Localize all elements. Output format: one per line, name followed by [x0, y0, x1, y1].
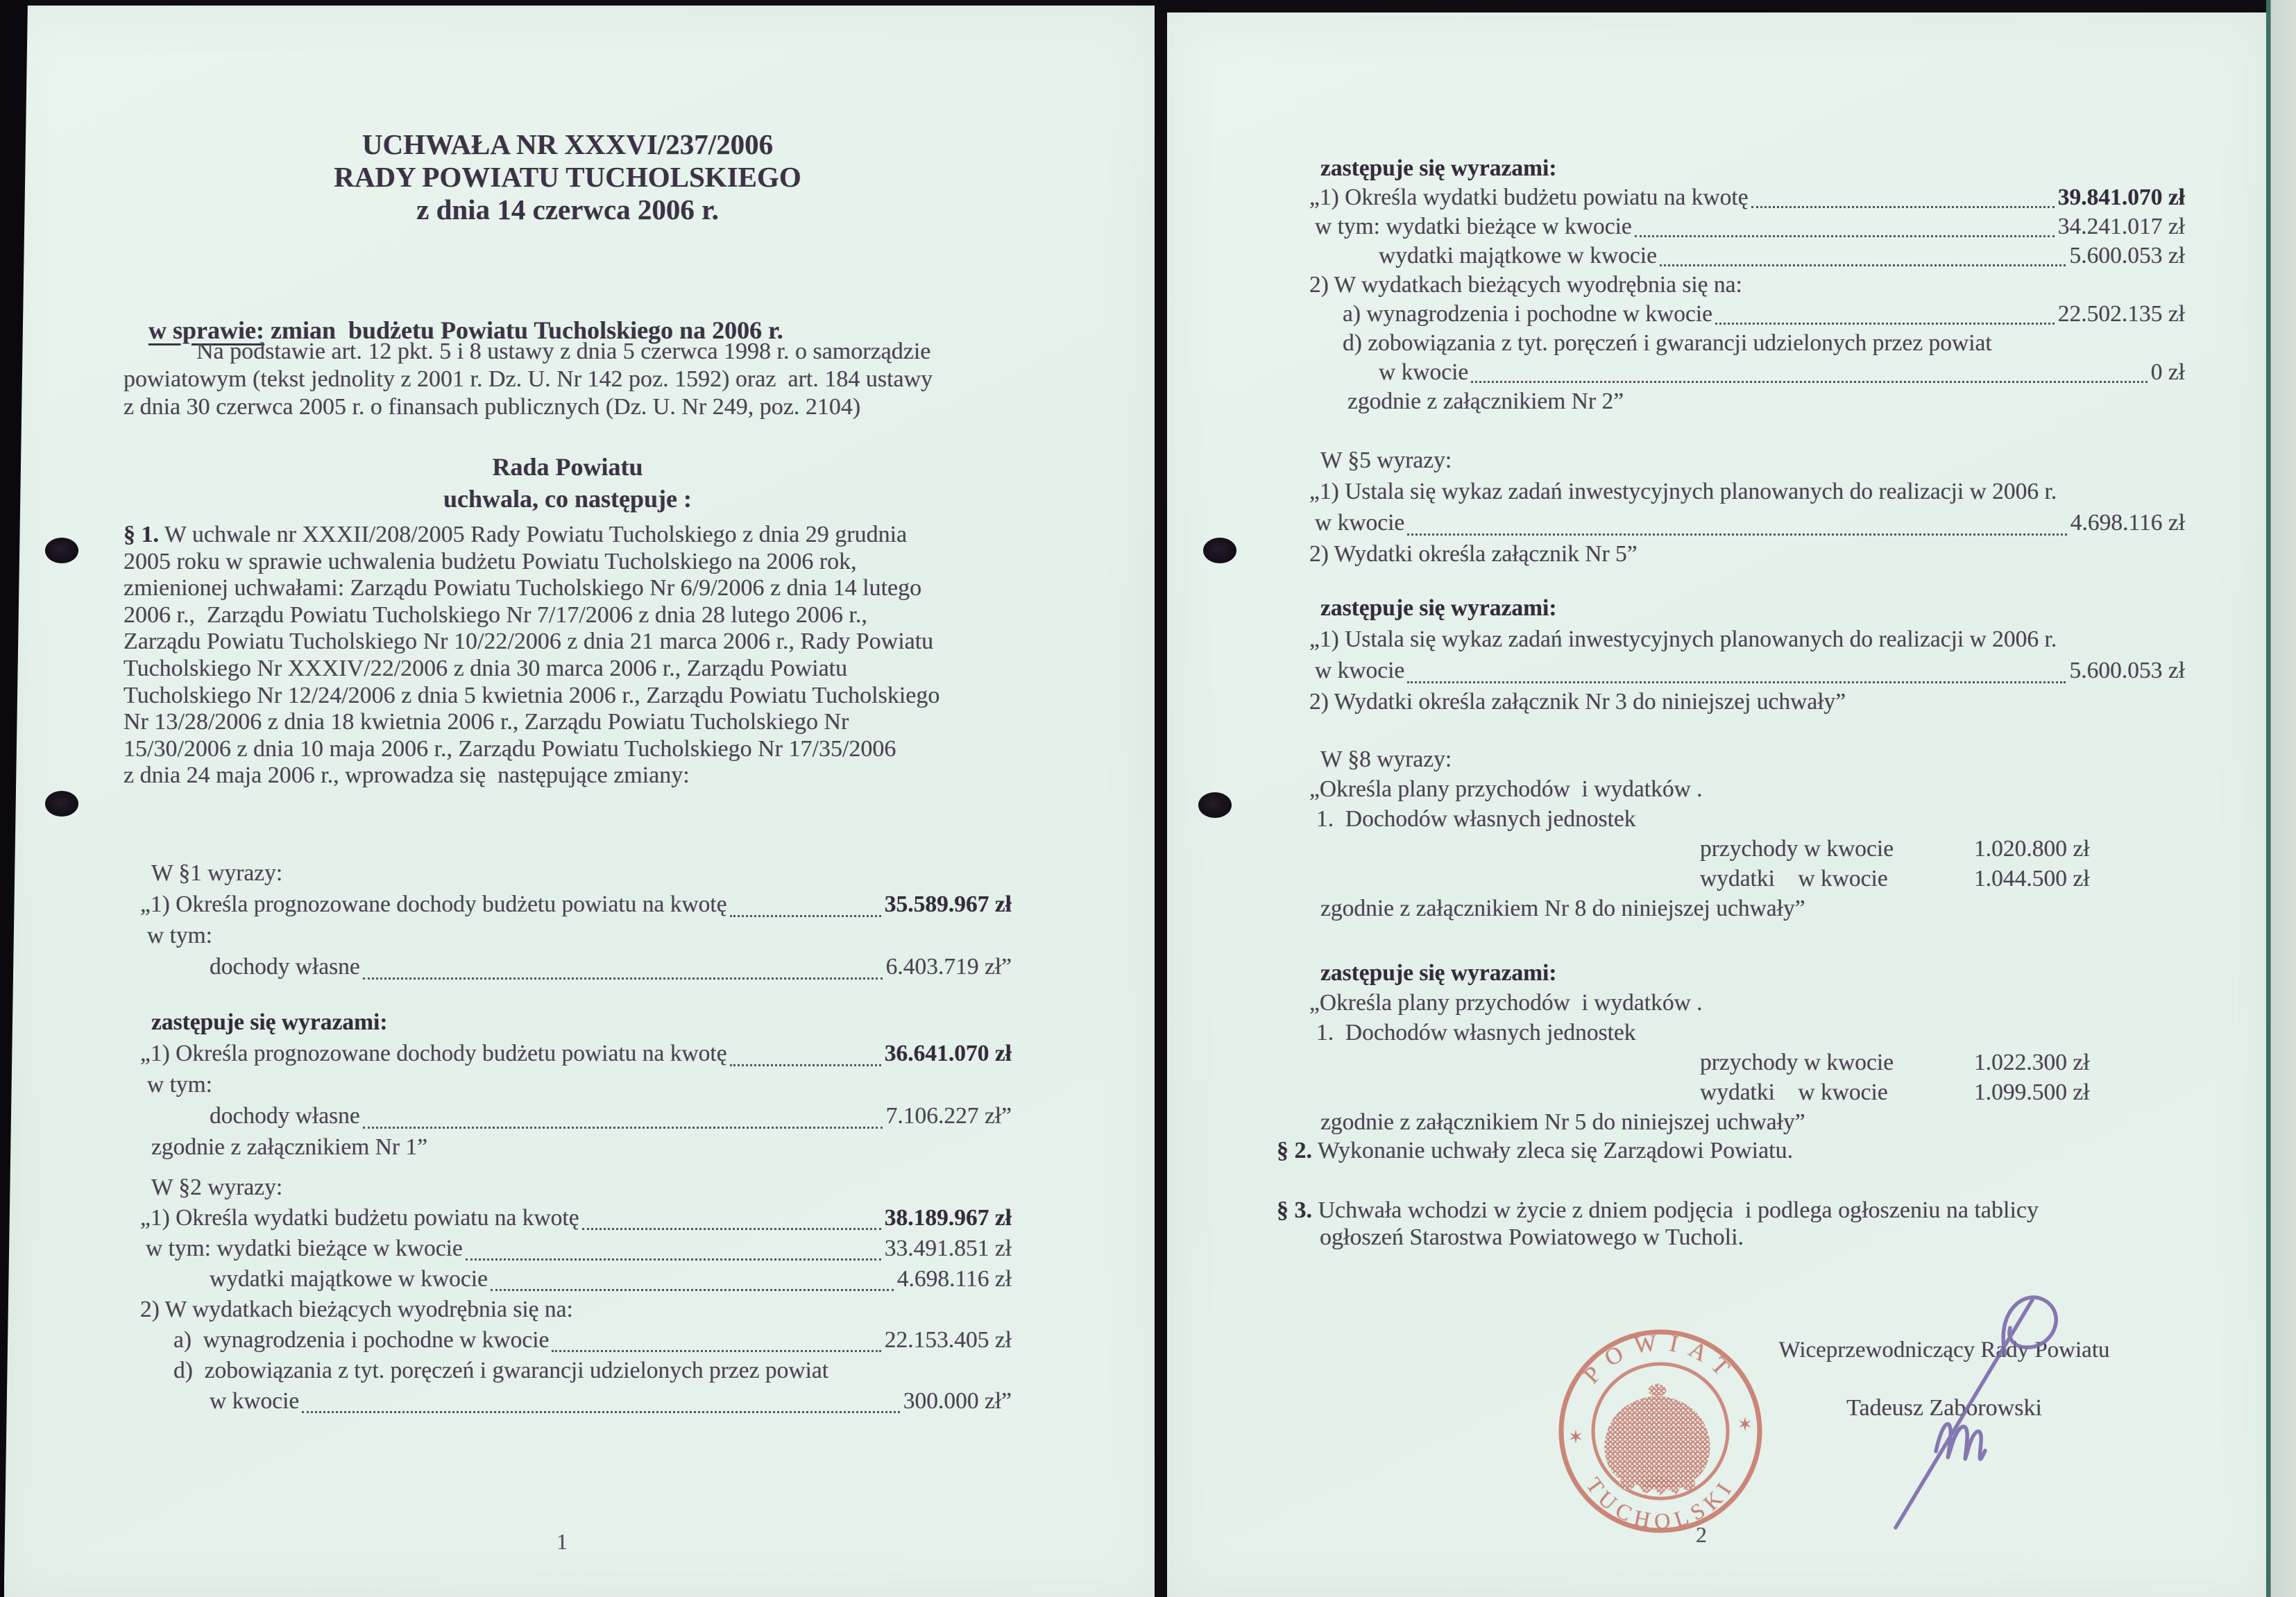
document-line: [1309, 896, 2185, 925]
section-marker: § 1.: [124, 522, 159, 547]
line-text: zastępuje się wyrazami:: [1320, 155, 1557, 181]
document-line: [1309, 447, 2185, 479]
document-line: uchwala, co następuje :: [443, 485, 692, 513]
hole-punch-mark: [45, 538, 78, 563]
two-column-amount-row: [1309, 1050, 2185, 1079]
document-line: 15/30/2006 z dnia 10 maja 2006 r., Zarządu Powiatu Tucholskiego Nr 17/35/2006: [124, 735, 896, 762]
stamp-eagle-emblem: [1604, 1383, 1710, 1496]
dotted-leader: [730, 914, 881, 917]
amount-value: 39.841.070 zł: [2057, 185, 2185, 210]
hole-punch-mark: [45, 791, 78, 817]
line-text: zgodnie z załącznikiem Nr 5 do niniejszej uchwały”: [1320, 1109, 1805, 1135]
resolution-heading: [124, 451, 1012, 515]
dotted-leader: [1635, 234, 2055, 237]
line-text: 2) W wydatkach bieżących wyodrębnia się na:: [1309, 272, 1742, 298]
signature-ink-stroke: [1832, 1270, 2082, 1540]
document-line: [1309, 359, 2185, 388]
document-line: [1309, 990, 2185, 1020]
amount-value: 1.020.800 zł: [1974, 836, 2090, 862]
amount-label: przychody w kwocie: [1700, 836, 1894, 862]
document-line: [1309, 806, 2185, 836]
line-text: „1) Określa wydatki budżetu powiatu na kwotę: [140, 1205, 579, 1231]
page-2: [1167, 12, 2266, 1597]
amount-value: 22.153.405 zł: [884, 1327, 1012, 1353]
page-number: 2: [1696, 1522, 1707, 1547]
section-marker: § 3.: [1277, 1197, 1312, 1223]
document-line: zmienionej uchwałami: Zarządu Powiatu Tucholskiego Nr 6/9/2006 z dnia 14 lutego: [124, 575, 922, 601]
document-line: [1309, 479, 2185, 510]
line-text: w kwocie: [210, 1388, 300, 1414]
amount-value: 0 zł: [2150, 359, 2185, 385]
line-text: „1) Określa wydatki budżetu powiatu na kwotę: [1309, 185, 1749, 210]
document-line: Rada Powiatu: [492, 453, 643, 481]
line-text: wydatki majątkowe w kwocie: [1379, 243, 1657, 268]
document-line: [140, 1103, 1012, 1134]
document-line: [1309, 185, 2185, 214]
stamp-bottom-text: TUCHOLSKI: [1581, 1472, 1740, 1534]
amount-value: 1.022.300 zł: [1974, 1050, 2090, 1075]
line-text: w tym: wydatki bieżące w kwocie: [1315, 214, 1632, 239]
page-1: [4, 6, 1155, 1597]
line-text: „Określa plany przychodów i wydatków .: [1309, 990, 1703, 1016]
stamp-top-text: POWIAT: [1579, 1329, 1742, 1389]
amount-block-par5-new: [1309, 595, 2185, 720]
dotted-leader: [1471, 380, 2147, 383]
amount-value: 22.502.135 zł: [2057, 301, 2185, 327]
line-text: w tym:: [147, 1072, 212, 1098]
dotted-leader: [582, 1227, 881, 1230]
line-text: „1) Określa prognozowane dochody budżetu powiatu na kwotę: [140, 891, 727, 917]
amount-label: wydatki w kwocie: [1700, 866, 1888, 891]
amount-block-par2-new: [1309, 155, 2185, 418]
document-line: UCHWAŁA NR XXXVI/237/2006: [362, 128, 774, 160]
document-line: [140, 1041, 1012, 1072]
dotted-leader: [466, 1258, 881, 1261]
hole-punch-mark: [1198, 792, 1232, 818]
amount-block-par8-old: [1309, 746, 2185, 925]
line-text: zgodnie z załącznikiem Nr 8 do niniejszej uchwały”: [1320, 896, 1805, 921]
signature-name: Tadeusz Zaborowski: [1846, 1395, 2042, 1421]
amount-value: 1.099.500 zł: [1974, 1079, 2090, 1105]
document-line: [140, 1072, 1012, 1103]
dotted-leader: [1715, 322, 2055, 325]
line-text: zastępuje się wyrazami:: [1320, 960, 1557, 986]
line-text: W §8 wyrazy:: [1320, 746, 1452, 772]
line-text: wydatki majątkowe w kwocie: [210, 1266, 488, 1292]
document-line: [140, 1327, 1012, 1358]
document-line: [140, 1205, 1012, 1236]
line-text: a) wynagrodzenia i pochodne w kwocie: [1343, 301, 1713, 327]
document-line: [140, 954, 1012, 985]
two-column-amount-row: [1309, 1079, 2185, 1109]
amount-block-par5-old: [1309, 447, 2185, 572]
amount-label: wydatki w kwocie: [1700, 1079, 1888, 1105]
line-text: zastępuje się wyrazami:: [151, 1009, 388, 1035]
line-text: zgodnie z załącznikiem Nr 1”: [151, 1134, 428, 1160]
line-text: w kwocie: [1315, 658, 1405, 683]
document-line: [1309, 541, 2185, 572]
line-text: zastępuje się wyrazami:: [1320, 595, 1557, 621]
line-text: dochody własne: [210, 954, 360, 980]
amount-value: 5.600.053 zł: [2069, 243, 2185, 268]
line-text: W §1 wyrazy:: [151, 860, 283, 886]
document-line: § 1. W uchwale nr XXXII/208/2005 Rady Powiatu Tucholskiego z dnia 29 grudnia: [124, 522, 908, 547]
stamp-right-star-icon: ✶: [1737, 1415, 1753, 1435]
document-line: [1309, 626, 2185, 658]
document-line: [140, 860, 1012, 891]
hole-punch-mark: [1203, 538, 1236, 563]
document-line: 2006 r., Zarządu Powiatu Tucholskiego Nr 7/17/2006 z dnia 28 lutego 2006 r.,: [124, 601, 867, 628]
document-line: [1309, 330, 2185, 359]
amount-value: 34.241.017 zł: [2057, 214, 2185, 239]
signature-title: Wiceprzewodniczący Rady Powiatu: [1778, 1338, 2110, 1363]
scanner-bed-edge: [2266, 0, 2296, 1597]
document-title: [124, 128, 1012, 226]
document-line: [1309, 1109, 2185, 1139]
document-line: [1309, 960, 2185, 990]
amount-value: 300.000 zł”: [903, 1388, 1012, 1414]
subject-label: w sprawie:: [148, 316, 264, 344]
dotted-leader: [730, 1064, 881, 1066]
document-line: [140, 1297, 1012, 1327]
document-line: [1309, 214, 2185, 243]
document-line: Zarządu Powiatu Tucholskiego Nr 10/22/2006 z dnia 21 marca 2006 r., Rady Powiatu: [124, 629, 934, 655]
document-line: Nr 13/28/2006 z dnia 18 kwietnia 2006 r., Zarządu Powiatu Tucholskiego Nr: [124, 709, 849, 735]
dotted-leader: [363, 977, 883, 980]
dotted-leader: [1751, 205, 2055, 208]
line-text: w tym: wydatki bieżące w kwocie: [146, 1236, 463, 1261]
amount-block-par1-old: [140, 860, 1012, 985]
line-text: a) wynagrodzenia i pochodne w kwocie: [173, 1327, 550, 1353]
line-text: W §2 wyrazy:: [151, 1175, 283, 1200]
line-text: 1. Dochodów własnych jednostek: [1316, 806, 1636, 832]
document-line: [140, 1175, 1012, 1205]
amount-value: 35.589.967 zł: [884, 891, 1012, 917]
document-line: [140, 1236, 1012, 1266]
amount-value: 38.189.967 zł: [884, 1205, 1012, 1231]
line-text: zgodnie z załącznikiem Nr 2”: [1347, 388, 1624, 414]
amount-value: 36.641.070 zł: [884, 1041, 1012, 1066]
line-text: 2) Wydatki określa załącznik Nr 5”: [1309, 541, 1638, 567]
page-number: 1: [556, 1529, 568, 1554]
document-line: Na podstawie art. 12 pkt. 5 i 8 ustawy z dnia 5 czerwca 1998 r. o samorządzie: [196, 339, 931, 364]
document-line: § 3. Uchwała wchodzi w życie z dniem podjęcia i podlega ogłoszeniu na tablicy: [1277, 1197, 2039, 1223]
two-column-amount-row: [1309, 836, 2185, 866]
document-line: [1309, 689, 2185, 720]
document-line: [1309, 1020, 2185, 1050]
document-line: [140, 891, 1012, 923]
document-line: z dnia 24 maja 2006 r., wprowadza się następujące zmiany:: [124, 762, 690, 789]
amount-block-par2-old: [140, 1175, 1012, 1419]
line-text: dochody własne: [210, 1103, 360, 1129]
line-text: „1) Ustala się wykaz zadań inwestycyjnych planowanych do realizacji w 2006 r.: [1309, 479, 2057, 504]
subject-text: zmian budżetu Powiatu Tucholskiego na 2006 r.: [264, 316, 783, 344]
amount-value: 4.698.116 zł: [896, 1266, 1012, 1292]
legal-basis: [124, 338, 1019, 421]
amount-label: przychody w kwocie: [1700, 1050, 1894, 1075]
line-text: d) zobowiązania z tyt. poręczeń i gwarancji udzielonych przez powiat: [1343, 330, 1992, 356]
dotted-leader: [491, 1288, 894, 1291]
dotted-leader: [302, 1410, 899, 1413]
document-line: [140, 1388, 1012, 1419]
document-line: [1309, 243, 2185, 272]
line-text: „1) Określa prognozowane dochody budżetu powiatu na kwotę: [140, 1041, 727, 1066]
document-line: powiatowym (tekst jednolity z 2001 r. Dz. U. Nr 142 poz. 1592) oraz art. 184 ustawy: [124, 366, 933, 392]
document-line: [140, 1134, 1012, 1165]
two-column-amount-row: [1309, 866, 2185, 896]
document-line: [1309, 658, 2185, 689]
amount-value: 4.698.116 zł: [2070, 510, 2185, 536]
line-text: 2) W wydatkach bieżących wyodrębnia się na:: [140, 1297, 573, 1322]
amount-value: 1.044.500 zł: [1974, 866, 2090, 891]
line-text: w tym:: [147, 923, 212, 948]
document-line: [140, 923, 1012, 954]
document-line: [1309, 510, 2185, 541]
amount-value: 33.491.851 zł: [884, 1236, 1012, 1261]
document-line: [1309, 776, 2185, 806]
dotted-leader: [1407, 533, 2066, 536]
section-3-paragraph: [1277, 1197, 2200, 1251]
document-line: RADY POWIATU TUCHOLSKIEGO: [334, 161, 801, 193]
dotted-leader: [1660, 264, 2066, 266]
line-text: W §5 wyrazy:: [1320, 447, 1452, 473]
document-line: § 2. Wykonanie uchwały zleca się Zarządowi Powiatu.: [1277, 1138, 1794, 1163]
document-line: [1309, 746, 2185, 776]
amount-value: 5.600.053 zł: [2069, 658, 2185, 683]
amount-block-par8-new: [1309, 960, 2185, 1139]
document-line: [1309, 595, 2185, 626]
document-line: [140, 1009, 1012, 1041]
dotted-leader: [363, 1126, 883, 1129]
document-line: ogłoszeń Starostwa Powiatowego w Tucholi.: [1320, 1224, 1744, 1250]
line-text: d) zobowiązania z tyt. poręczeń i gwarancji udzielonych przez powiat: [173, 1358, 829, 1383]
document-line: z dnia 14 czerwca 2006 r.: [416, 194, 719, 225]
document-line: [1309, 272, 2185, 301]
dotted-leader: [1407, 681, 2066, 683]
amount-value: 7.106.227 zł”: [885, 1103, 1012, 1129]
document-line: Tucholskiego Nr XXXIV/22/2006 z dnia 30 marca 2006 r., Zarządu Powiatu: [124, 655, 848, 681]
document-line: [1309, 155, 2185, 185]
line-text: „Określa plany przychodów i wydatków .: [1309, 776, 1703, 802]
dotted-leader: [552, 1349, 881, 1352]
document-line: [1309, 388, 2185, 418]
stamp-left-star-icon: ✶: [1568, 1427, 1583, 1447]
document-line: [1309, 301, 2185, 330]
line-text: 1. Dochodów własnych jednostek: [1316, 1020, 1636, 1045]
document-line: 2005 roku w sprawie uchwalenia budżetu Powiatu Tucholskiego na 2006 rok,: [124, 548, 857, 574]
line-text: 2) Wydatki określa załącznik Nr 3 do niniejszej uchwały”: [1309, 689, 1846, 715]
amount-value: 6.403.719 zł”: [885, 954, 1012, 980]
line-text: w kwocie: [1315, 510, 1405, 536]
section-1-paragraph: [124, 522, 1032, 789]
section-marker: § 2.: [1277, 1138, 1312, 1163]
line-text: „1) Ustala się wykaz zadań inwestycyjnych planowanych do realizacji w 2006 r.: [1309, 626, 2057, 652]
section-2-paragraph: [1277, 1138, 2200, 1165]
svg-text:POWIAT: [1579, 1329, 1742, 1389]
document-line: [140, 1358, 1012, 1388]
amount-block-par1-new: [140, 1009, 1012, 1165]
document-line: [140, 1266, 1012, 1297]
document-line: Tucholskiego Nr 12/24/2006 z dnia 5 kwietnia 2006 r., Zarządu Powiatu Tucholskiego: [124, 682, 940, 708]
line-text: w kwocie: [1379, 359, 1469, 385]
document-line: z dnia 30 czerwca 2005 r. o finansach publicznych (Dz. U. Nr 249, poz. 2104): [124, 394, 861, 420]
